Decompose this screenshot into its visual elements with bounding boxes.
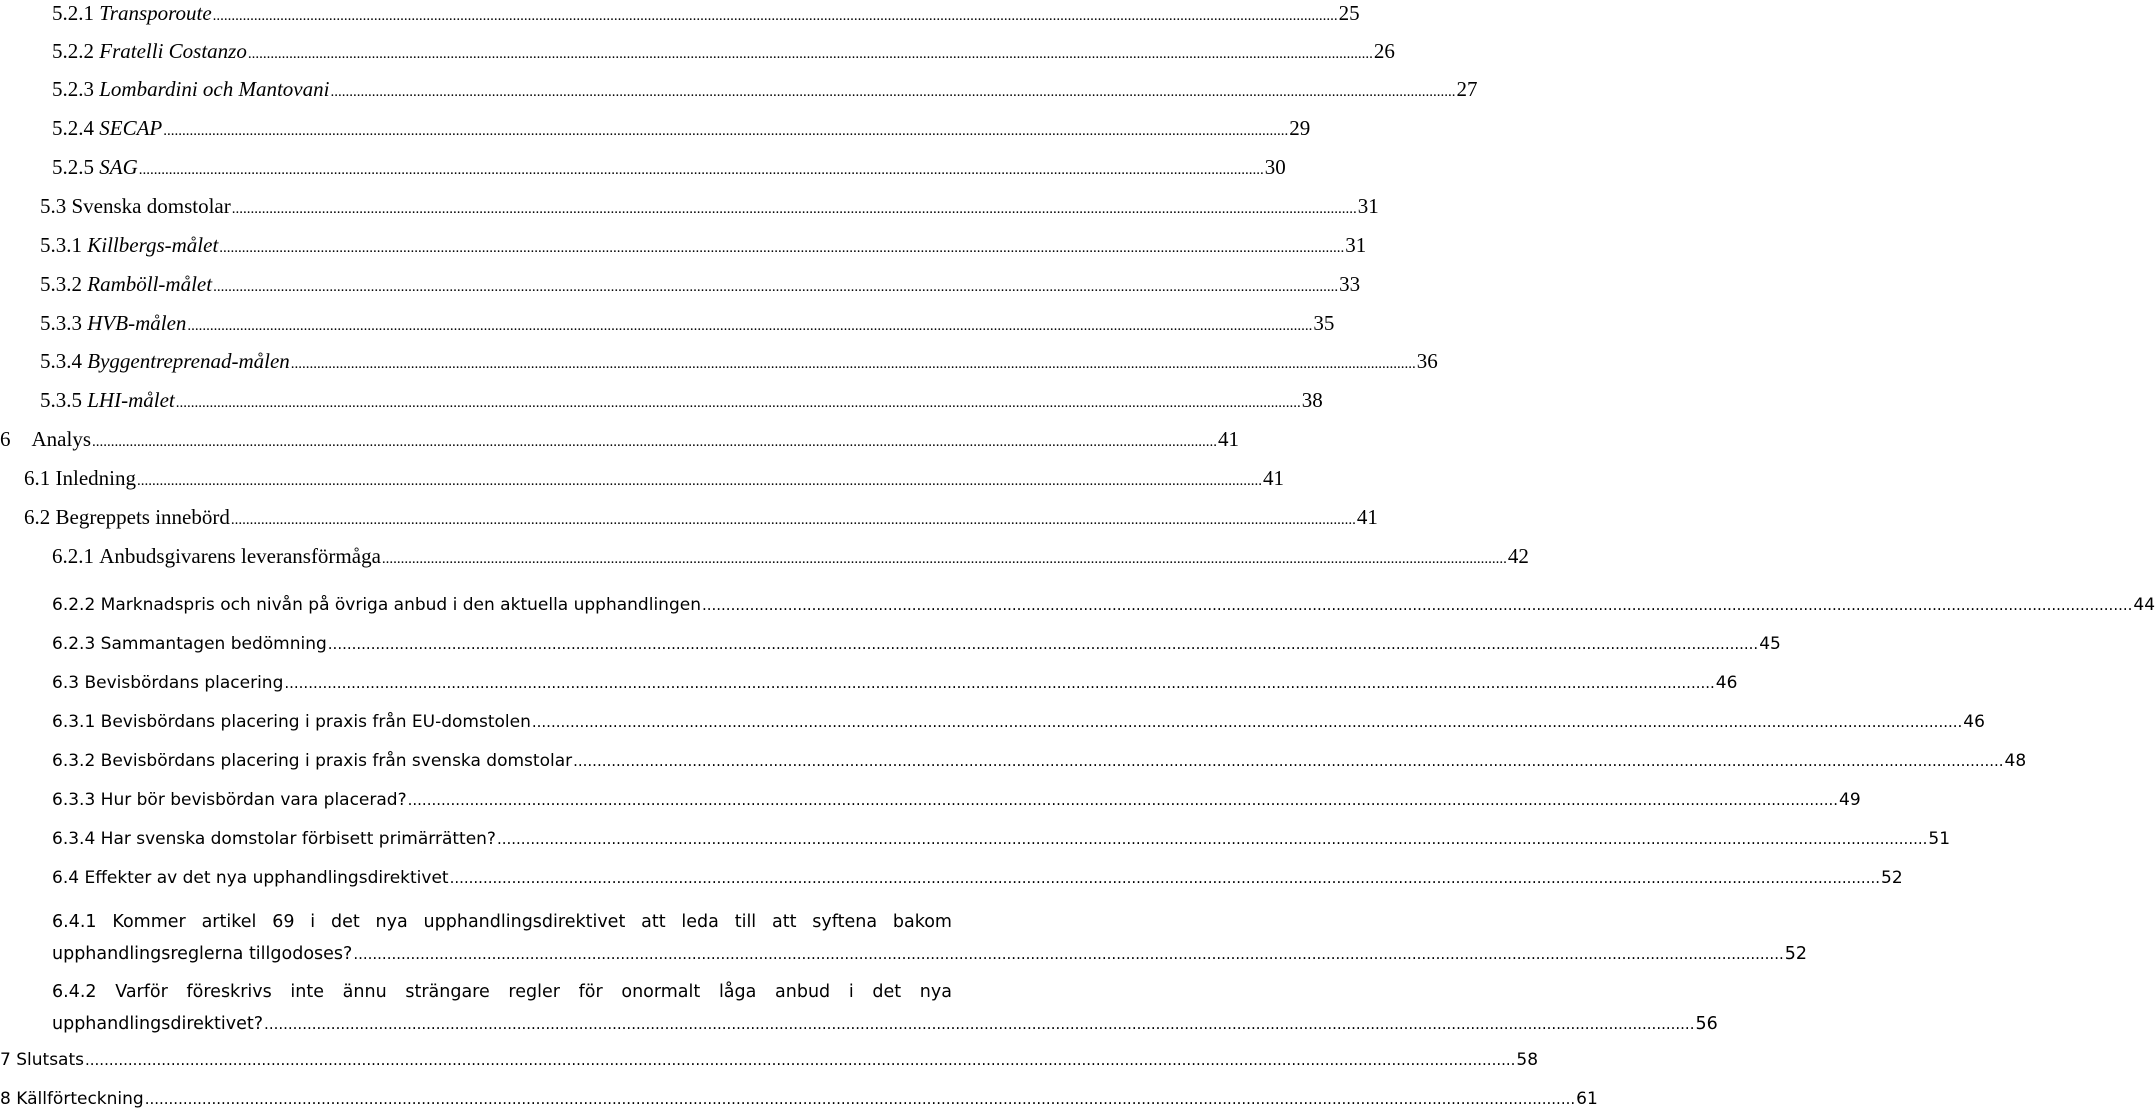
dot-leader: ............................................................................................................................................................................................................................................................................................................ — [247, 46, 1373, 62]
toc-entry-wrapped[interactable] — [52, 906, 1808, 970]
toc-page-number: 52 — [1881, 868, 1903, 888]
toc-entry-title: 7 Slutsats — [0, 1050, 84, 1070]
toc-page-number: 31 — [1357, 194, 1379, 218]
toc-page-number: 38 — [1301, 388, 1323, 412]
toc-entry-title: 6.3 Bevisbördans placering — [52, 673, 284, 693]
toc-page-number: 61 — [1576, 1089, 1598, 1109]
dot-leader: ............................................................................................................................................................................................................................................................................................................ — [144, 1090, 1576, 1108]
dot-leader: ............................................................................................................................................................................................................................................................................................................ — [327, 635, 1759, 653]
toc-entry[interactable] — [52, 746, 2027, 776]
toc-entry-title: 6.3.4 Har svenska domstolar förbisett primärrätten? — [52, 829, 496, 849]
toc-chapter[interactable] — [0, 1084, 1598, 1114]
toc-chapter[interactable] — [0, 1045, 1539, 1075]
toc-entry-title: 6.2.3 Sammantagen bedömning — [52, 634, 327, 654]
dot-leader: ............................................................................................................................................................................................................................................................................................................ — [381, 551, 1507, 567]
toc-entry-title: 5.3.2 Ramböll-målet — [40, 272, 213, 296]
toc-page-number: 48 — [2004, 751, 2027, 771]
dot-leader: ............................................................................................................................................................................................................................................................................................................ — [284, 674, 1715, 692]
toc-entry-title: 5.2.2 Fratelli Costanzo — [52, 39, 247, 63]
toc-page-number: 46 — [1963, 712, 1985, 732]
dot-leader: ............................................................................................................................................................................................................................................................................................................ — [138, 162, 1264, 178]
toc-entry[interactable] — [40, 346, 1438, 376]
dot-leader: ............................................................................................................................................................................................................................................................................................................ — [330, 84, 1456, 100]
dot-leader: ............................................................................................................................................................................................................................................................................................................ — [290, 356, 1416, 372]
toc-entry[interactable] — [52, 36, 1395, 66]
toc-page-number: 27 — [1456, 77, 1478, 101]
dot-leader: ............................................................................................................................................................................................................................................................................................................ — [212, 8, 1338, 24]
toc-entry-title: 6.3.1 Bevisbördans placering i praxis från EU-domstolen — [52, 712, 531, 732]
toc-entry[interactable] — [52, 590, 2155, 620]
toc-entry-title: 6.1 Inledning — [24, 466, 136, 490]
toc-entry-title: 5.3.1 Killbergs-målet — [40, 233, 219, 257]
dot-leader: ............................................................................................................................................................................................................................................................................................................ — [85, 1051, 1516, 1069]
dot-leader: ............................................................................................................................................................................................................................................................................................................ — [231, 201, 1357, 217]
toc-page-number: 41 — [1218, 427, 1239, 451]
toc-entry[interactable] — [52, 0, 1360, 28]
toc-page-number: 36 — [1416, 349, 1438, 373]
toc-entry[interactable] — [52, 824, 1951, 854]
toc-page-number: 52 — [1784, 944, 1808, 964]
toc-page-number: 25 — [1338, 1, 1360, 25]
toc-entry-title-line2: upphandlingsdirektivet? — [52, 1014, 264, 1034]
toc-entry-title: 6.3.2 Bevisbördans placering i praxis från svenska domstolar — [52, 751, 573, 771]
toc-entry[interactable] — [40, 230, 1367, 260]
toc-entry[interactable] — [52, 863, 1903, 893]
toc-entry[interactable] — [40, 269, 1361, 299]
toc-entry-title: 5.2.1 Transporoute — [52, 1, 212, 25]
toc-page-number: 42 — [1507, 544, 1529, 568]
dot-leader: ............................................................................................................................................................................................................................................................................................................ — [163, 123, 1289, 139]
dot-leader: ............................................................................................................................................................................................................................................................................................................ — [175, 395, 1301, 411]
toc-entry-title: 5.2.5 SAG — [52, 155, 138, 179]
toc-page-number: 46 — [1715, 673, 1738, 693]
toc-entry-title: 6.2.2 Marknadspris och nivån på övriga anbud i den aktuella upphandlingen — [52, 595, 701, 615]
dot-leader: ............................................................................................................................................................................................................................................................................................................ — [136, 473, 1262, 489]
toc-entry[interactable] — [52, 668, 1738, 698]
toc-page-number: 41 — [1356, 505, 1378, 529]
dot-leader: ............................................................................................................................................................................................................................................................................................................ — [219, 240, 1345, 256]
toc-page-number: 45 — [1759, 634, 1781, 654]
toc-entry[interactable] — [52, 707, 1985, 737]
dot-leader: ............................................................................................................................................................................................................................................................................................................ — [353, 945, 1784, 963]
toc-entry-title-line1: 6.4.2 Varför föreskrivs inte ännu strängare regler för onormalt låga anbud i det nya — [52, 982, 952, 1002]
dot-leader: ............................................................................................................................................................................................................................................................................................................ — [573, 752, 2004, 770]
toc-entry[interactable] — [52, 152, 1286, 182]
toc-page-number: 41 — [1262, 466, 1284, 490]
dot-leader: ............................................................................................................................................................................................................................................................................................................ — [496, 830, 1928, 848]
toc-entry[interactable] — [52, 629, 1781, 659]
toc-entry[interactable] — [40, 191, 1379, 221]
toc-entry[interactable] — [52, 74, 1478, 104]
toc-entry-title: 6.2 Begreppets innebörd — [24, 505, 230, 529]
dot-leader: ............................................................................................................................................................................................................................................................................................................ — [213, 279, 1339, 295]
toc-entry-title: 6.3.3 Hur bör bevisbördan vara placerad? — [52, 790, 407, 810]
toc-entry[interactable] — [0, 424, 1239, 454]
toc-entry[interactable] — [52, 113, 1311, 143]
toc-entry[interactable] — [24, 463, 1284, 493]
toc-entry[interactable] — [24, 502, 1378, 532]
toc-entry-title: 6.2.1 Anbudsgivarens leveransförmåga — [52, 544, 381, 568]
dot-leader: ............................................................................................................................................................................................................................................................................................................ — [449, 869, 1880, 887]
toc-entry[interactable] — [40, 308, 1335, 338]
toc-entry-title: 6 Analys — [0, 427, 91, 451]
toc-page-number: 49 — [1839, 790, 1861, 810]
dot-leader: ............................................................................................................................................................................................................................................................................................................ — [701, 596, 2133, 614]
toc-entry[interactable] — [52, 785, 1861, 815]
dot-leader: ............................................................................................................................................................................................................................................................................................................ — [187, 318, 1313, 334]
toc-entry-title-line2: upphandlingsreglerna tillgodoses? — [52, 944, 353, 964]
dot-leader: ............................................................................................................................................................................................................................................................................................................ — [264, 1015, 1695, 1033]
toc-entry-title: 8 Källförteckning — [0, 1089, 144, 1109]
dot-leader: ............................................................................................................................................................................................................................................................................................................ — [92, 434, 1217, 450]
dot-leader: ............................................................................................................................................................................................................................................................................................................ — [531, 713, 1963, 731]
toc-entry-title: 6.4 Effekter av det nya upphandlingsdirektivet — [52, 868, 449, 888]
toc-page-number: 33 — [1339, 272, 1361, 296]
toc-entry-title: 5.3 Svenska domstolar — [40, 194, 231, 218]
toc-page-number: 56 — [1695, 1014, 1718, 1034]
toc-entry-title: 5.2.3 Lombardini och Mantovani — [52, 77, 330, 101]
toc-entry-title-line1: 6.4.1 Kommer artikel 69 i det nya upphandlingsdirektivet att leda till att syftena bakom — [52, 912, 952, 932]
toc-page-number: 30 — [1264, 155, 1286, 179]
toc-entry[interactable] — [40, 385, 1323, 415]
toc-entry-wrapped[interactable] — [52, 976, 1718, 1040]
toc-entry-title: 5.2.4 SECAP — [52, 116, 163, 140]
toc-page-number: 44 — [2133, 595, 2155, 615]
toc-entry-title: 5.3.5 LHI-målet — [40, 388, 175, 412]
toc-entry-title: 5.3.3 HVB-målen — [40, 311, 187, 335]
toc-page-number: 26 — [1373, 39, 1395, 63]
toc-page-number: 29 — [1289, 116, 1311, 140]
toc-entry-title: 5.3.4 Byggentreprenad-målen — [40, 349, 290, 373]
dot-leader: ............................................................................................................................................................................................................................................................................................................ — [407, 791, 1839, 809]
dot-leader: ............................................................................................................................................................................................................................................................................................................ — [230, 512, 1356, 528]
toc-page-number: 51 — [1928, 829, 1951, 849]
toc-page-number: 31 — [1345, 233, 1367, 257]
toc-page-number: 35 — [1313, 311, 1335, 335]
toc-page-number: 58 — [1516, 1050, 1539, 1070]
toc-entry[interactable] — [52, 541, 1529, 571]
